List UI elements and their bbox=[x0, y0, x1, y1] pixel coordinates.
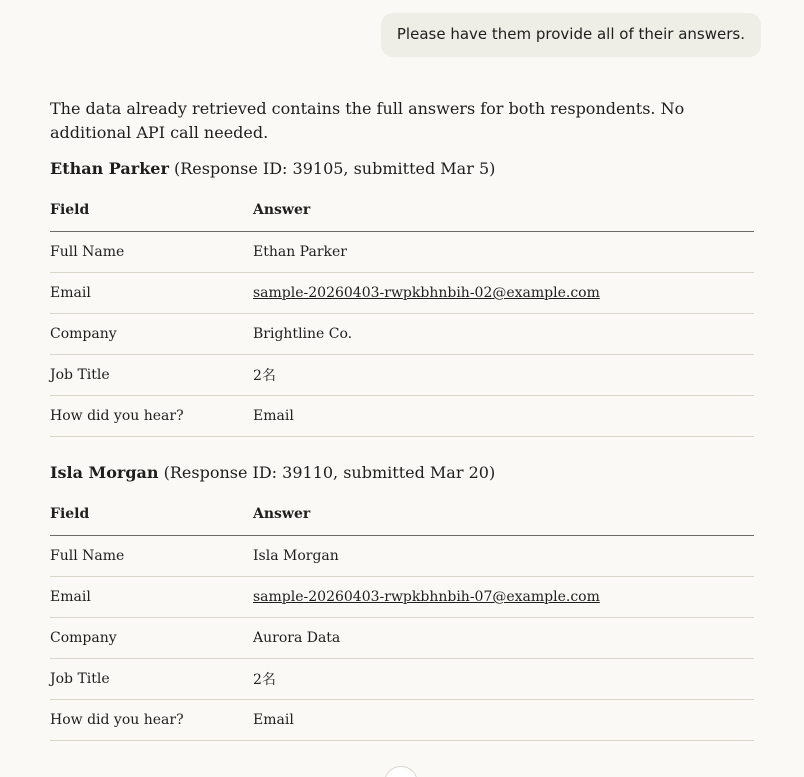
answer-cell bbox=[253, 273, 754, 314]
answers-table bbox=[50, 189, 754, 437]
field-column-header: Field bbox=[50, 493, 253, 536]
field-cell: Full Name bbox=[50, 536, 253, 577]
table-row bbox=[50, 700, 754, 741]
table-row bbox=[50, 314, 754, 355]
field-cell: Company bbox=[50, 314, 253, 355]
table-row bbox=[50, 273, 754, 314]
field-cell: Job Title bbox=[50, 659, 253, 700]
respondent-heading bbox=[50, 157, 754, 181]
answer-cell: Isla Morgan bbox=[253, 536, 754, 577]
table-row bbox=[50, 618, 754, 659]
field-cell: Full Name bbox=[50, 232, 253, 273]
email-link[interactable]: sample-20260403-rwpkbhnbih-02@example.com bbox=[253, 285, 600, 301]
table-row bbox=[50, 355, 754, 396]
field-cell: Company bbox=[50, 618, 253, 659]
field-cell: Email bbox=[50, 273, 253, 314]
field-column-header: Field bbox=[50, 189, 253, 232]
answer-cell: 2名 bbox=[253, 355, 754, 396]
answer-cell: Brightline Co. bbox=[253, 314, 754, 355]
table-header-row bbox=[50, 493, 754, 536]
respondent-name: Isla Morgan bbox=[50, 463, 159, 482]
scroll-to-bottom-button[interactable] bbox=[384, 766, 418, 777]
assistant-intro-text: The data already retrieved contains the full answers for both respondents. No additional API call needed. bbox=[50, 99, 685, 142]
table-row bbox=[50, 577, 754, 618]
answer-cell: Email bbox=[253, 396, 754, 437]
answer-column-header: Answer bbox=[253, 493, 754, 536]
answer-cell bbox=[253, 577, 754, 618]
table-header-row bbox=[50, 189, 754, 232]
respondent-meta: (Response ID: 39105, submitted Mar 5) bbox=[173, 159, 496, 178]
table-row bbox=[50, 659, 754, 700]
table-row bbox=[50, 536, 754, 577]
table-row bbox=[50, 396, 754, 437]
user-message-bubble: Please have them provide all of their answers. bbox=[381, 13, 761, 57]
respondent-name: Ethan Parker bbox=[50, 159, 169, 178]
answer-cell: Ethan Parker bbox=[253, 232, 754, 273]
answer-cell: Aurora Data bbox=[253, 618, 754, 659]
respondent-heading bbox=[50, 461, 754, 485]
answers-table bbox=[50, 493, 754, 741]
respondent-meta: (Response ID: 39110, submitted Mar 20) bbox=[163, 463, 496, 482]
assistant-response bbox=[50, 97, 754, 741]
table-row bbox=[50, 232, 754, 273]
email-link[interactable]: sample-20260403-rwpkbhnbih-07@example.com bbox=[253, 589, 600, 605]
answer-column-header: Answer bbox=[253, 189, 754, 232]
field-cell: Job Title bbox=[50, 355, 253, 396]
field-cell: How did you hear? bbox=[50, 396, 253, 437]
answer-cell: Email bbox=[253, 700, 754, 741]
answer-cell: 2名 bbox=[253, 659, 754, 700]
field-cell: Email bbox=[50, 577, 253, 618]
field-cell: How did you hear? bbox=[50, 700, 253, 741]
